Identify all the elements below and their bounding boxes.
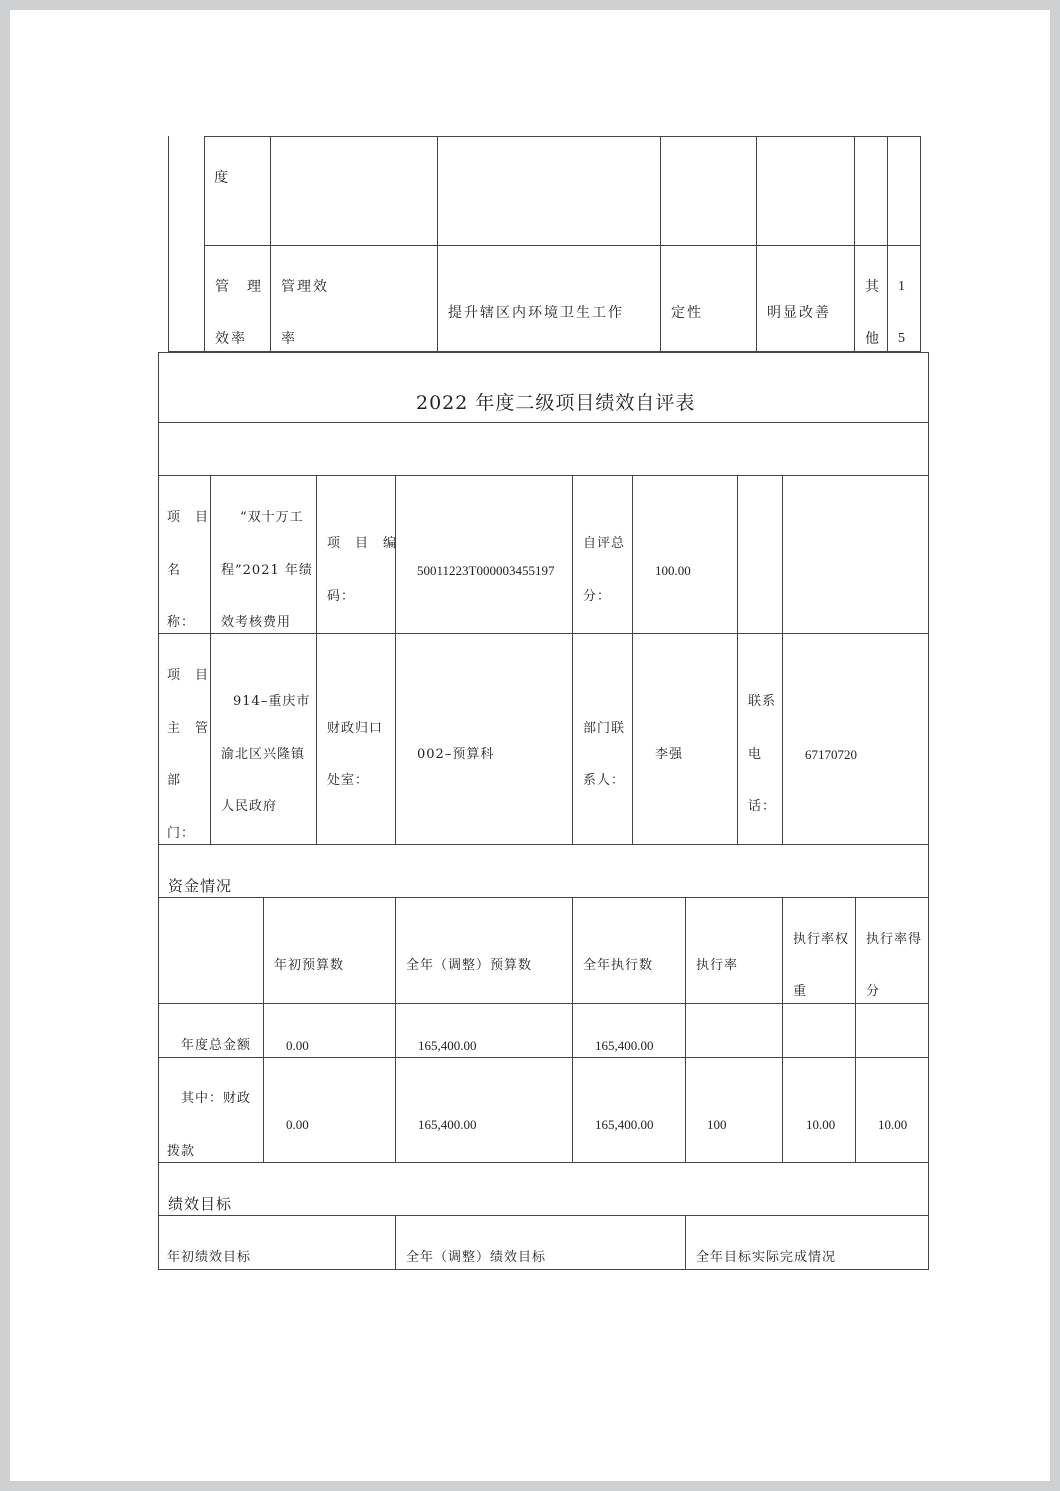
finance-office-label-2: 处室： [327, 773, 370, 788]
contact-label-1: 部门联 [583, 721, 626, 736]
phone-label-3: 话： [748, 799, 777, 814]
goals-header-adjusted: 全年（调整）绩效目标 [406, 1250, 547, 1265]
contact-value: 李强 [655, 747, 684, 762]
form-title: 2022 年度二级项目绩效自评表 [416, 392, 696, 414]
funds-header-weight-1: 执行率权 [793, 932, 850, 947]
score-line2: 5 [898, 331, 905, 346]
funds-row-initial: 0.00 [286, 1117, 309, 1132]
funds-header-initial: 年初预算数 [274, 958, 345, 973]
funds-row-score: 10.00 [878, 1117, 908, 1132]
funds-row-label: 年度总金额 [181, 1038, 252, 1053]
indicator-text: 提升辖区内环境卫生工作 [448, 305, 624, 321]
funds-header-score-1: 执行率得 [866, 932, 923, 947]
project-code-value: 50011223T000003455197 [417, 563, 555, 578]
project-name-value-2: 程”2021 年绩 [221, 563, 313, 578]
phone-label-2: 电 [748, 747, 763, 762]
funds-header-score-2: 分 [866, 984, 881, 999]
funds-row-initial: 0.00 [286, 1038, 309, 1053]
funds-row-label-2: 拨款 [167, 1144, 196, 1159]
goals-header-initial: 年初绩效目标 [167, 1250, 252, 1265]
project-name-value-3: 效考核费用 [221, 615, 292, 630]
funds-row-adjusted: 165,400.00 [418, 1038, 477, 1053]
funds-row-rate: 100 [707, 1117, 727, 1132]
dept-value-3: 人民政府 [221, 799, 278, 814]
contact-label-2: 系人： [583, 773, 626, 788]
management-label-line2: 效率 [215, 331, 247, 347]
indicator-value: 明显改善 [767, 305, 831, 321]
funds-row-adjusted: 165,400.00 [418, 1117, 477, 1132]
funds-header-weight-2: 重 [793, 984, 808, 999]
project-name-label-3: 称： [167, 615, 196, 630]
management-label-line1: 管 理 [215, 279, 263, 295]
dept-value-2: 渝北区兴隆镇 [221, 747, 306, 762]
project-code-label-2: 码： [327, 589, 356, 604]
funds-row-label-1: 其中：财政 [181, 1091, 252, 1106]
funds-row-weight: 10.00 [806, 1117, 836, 1132]
finance-office-value: 002–预算科 [417, 747, 495, 762]
cell-du: 度 [214, 170, 230, 186]
unit-line2: 他 [865, 331, 881, 347]
project-name-label-2: 名 [167, 563, 182, 578]
funds-header-rate: 执行率 [696, 958, 739, 973]
funds-header-adjusted: 全年（调整）预算数 [406, 958, 533, 973]
funds-header-executed: 全年执行数 [583, 958, 654, 973]
dept-label-3: 部 [167, 773, 182, 788]
funds-section-heading: 资金情况 [168, 877, 233, 895]
unit-line1: 其 [865, 279, 881, 295]
sub-indicator-line2: 率 [281, 331, 297, 347]
project-code-label-1: 项 目 编 [327, 536, 398, 551]
project-name-value-1: “双十万工 [240, 510, 304, 525]
funds-row-executed: 165,400.00 [595, 1117, 654, 1132]
self-score-label-2: 分： [583, 589, 612, 604]
dept-label-1: 项 目 [167, 668, 210, 683]
project-name-label-1: 项 目 [167, 510, 210, 525]
sub-indicator-line1: 管理效 [281, 279, 329, 295]
self-score-value: 100.00 [655, 563, 691, 578]
self-score-label-1: 自评总 [583, 536, 626, 551]
phone-label-1: 联系 [748, 694, 777, 709]
dept-value-1: 914–重庆市 [233, 694, 311, 709]
funds-row-executed: 165,400.00 [595, 1038, 654, 1053]
goals-header-actual: 全年目标实际完成情况 [696, 1250, 837, 1265]
dept-label-2: 主 管 [167, 721, 210, 736]
phone-value: 67170720 [805, 747, 857, 762]
score-line1: 1 [898, 279, 905, 294]
finance-office-label-1: 财政归口 [327, 721, 384, 736]
goals-section-heading: 绩效目标 [168, 1195, 233, 1213]
indicator-nature: 定性 [671, 305, 703, 321]
dept-label-4: 门： [167, 826, 196, 841]
